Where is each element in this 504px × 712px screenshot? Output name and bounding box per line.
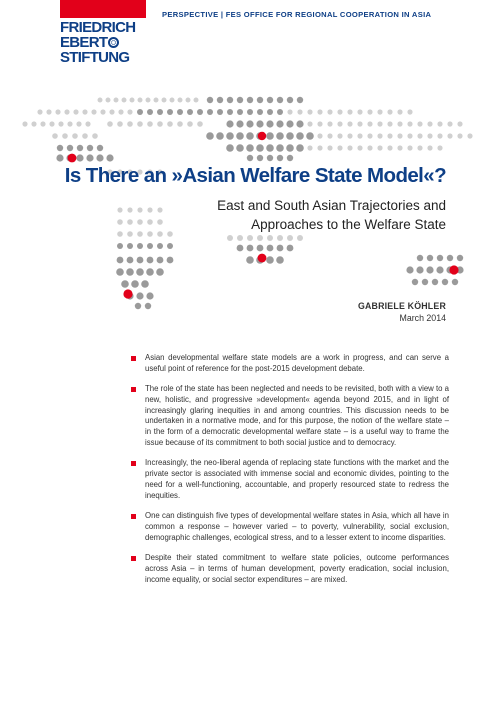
map-dot bbox=[337, 121, 342, 126]
map-dot bbox=[127, 257, 134, 264]
map-dot bbox=[91, 109, 96, 114]
map-dot bbox=[236, 132, 244, 140]
map-dot bbox=[247, 109, 253, 115]
map-dot bbox=[257, 155, 263, 161]
map-dot bbox=[417, 133, 422, 138]
map-dot bbox=[467, 133, 472, 138]
map-dot bbox=[387, 145, 392, 150]
map-highlight-dot bbox=[123, 289, 132, 298]
map-dot bbox=[58, 121, 63, 126]
list-item bbox=[131, 511, 449, 543]
map-dot bbox=[100, 109, 105, 114]
map-dot bbox=[145, 303, 151, 309]
map-dot bbox=[266, 132, 274, 140]
map-dot bbox=[277, 155, 283, 161]
map-dot bbox=[257, 235, 263, 241]
map-dot bbox=[137, 207, 142, 212]
map-dot bbox=[126, 268, 134, 276]
publication-date: March 2014 bbox=[399, 313, 446, 323]
map-dot bbox=[247, 235, 253, 241]
map-dot bbox=[117, 121, 123, 127]
map-dot bbox=[147, 121, 153, 127]
map-dot bbox=[417, 255, 423, 261]
map-dot bbox=[427, 255, 433, 261]
map-dot bbox=[167, 121, 173, 127]
map-dot bbox=[317, 145, 322, 150]
map-dot bbox=[447, 133, 452, 138]
map-dot bbox=[226, 120, 233, 127]
map-dot bbox=[167, 109, 173, 115]
map-dot bbox=[109, 109, 114, 114]
map-dot bbox=[197, 109, 203, 115]
map-dot bbox=[186, 98, 191, 103]
map-dot bbox=[177, 121, 183, 127]
map-dot bbox=[287, 97, 293, 103]
map-dot bbox=[397, 145, 402, 150]
map-dot bbox=[237, 97, 243, 103]
map-dot bbox=[131, 280, 139, 288]
map-dot bbox=[141, 280, 149, 288]
map-dot bbox=[347, 145, 352, 150]
map-dot bbox=[136, 268, 144, 276]
page-subtitle: East and South Asian Trajectories and Approaches to the Welfare State bbox=[217, 198, 446, 232]
map-dot bbox=[67, 121, 72, 126]
map-dot bbox=[317, 121, 322, 126]
map-dot bbox=[207, 97, 213, 103]
map-dot bbox=[397, 121, 402, 126]
map-dot bbox=[114, 98, 119, 103]
map-dot bbox=[417, 145, 422, 150]
map-dot bbox=[106, 98, 111, 103]
map-dot bbox=[118, 109, 123, 114]
map-dot bbox=[266, 256, 274, 264]
map-dot bbox=[177, 109, 183, 115]
map-dot bbox=[367, 133, 372, 138]
map-dot bbox=[442, 279, 448, 285]
map-dot bbox=[37, 109, 42, 114]
map-dot bbox=[367, 145, 372, 150]
list-item bbox=[131, 353, 449, 375]
map-dot bbox=[417, 121, 422, 126]
map-dot bbox=[277, 109, 283, 115]
map-dot bbox=[377, 133, 382, 138]
map-dot bbox=[307, 145, 312, 150]
map-dot bbox=[227, 109, 233, 115]
map-dot bbox=[226, 144, 234, 152]
map-dot bbox=[147, 243, 153, 249]
map-dot bbox=[317, 109, 322, 114]
map-dot bbox=[357, 121, 362, 126]
map-dot bbox=[247, 97, 253, 103]
map-dot bbox=[135, 303, 141, 309]
map-dot bbox=[237, 235, 243, 241]
map-dot bbox=[178, 98, 183, 103]
map-dot bbox=[267, 97, 273, 103]
map-dot bbox=[387, 133, 392, 138]
map-dot bbox=[57, 145, 63, 151]
map-dot bbox=[257, 109, 263, 115]
map-dot bbox=[427, 145, 432, 150]
map-highlight-dot bbox=[68, 154, 77, 163]
map-dot bbox=[167, 257, 174, 264]
page-title: Is There an »Asian Welfare State Model«? bbox=[64, 164, 446, 187]
map-dot bbox=[117, 219, 123, 225]
map-dot bbox=[107, 121, 113, 127]
map-dot bbox=[122, 98, 127, 103]
map-dot bbox=[40, 121, 45, 126]
map-dot bbox=[137, 121, 143, 127]
world-dot-map bbox=[0, 0, 504, 320]
map-dot bbox=[422, 279, 428, 285]
map-dot bbox=[437, 255, 443, 261]
map-dot bbox=[337, 109, 342, 114]
map-dot bbox=[276, 132, 284, 140]
map-dot bbox=[237, 109, 243, 115]
map-dot bbox=[226, 132, 234, 140]
map-dot bbox=[137, 257, 144, 264]
map-dot bbox=[170, 98, 175, 103]
map-highlight-dot bbox=[258, 254, 267, 263]
map-dot bbox=[227, 97, 233, 103]
map-dot bbox=[432, 279, 438, 285]
bullet-text: Despite their stated commitment to welfare state policies, outcome performances across Asia – in terms of human development, poverty eradication, social inclusion, income equality, or social sector expenditures – are mixed. bbox=[145, 552, 449, 584]
map-dot bbox=[136, 292, 143, 299]
map-dot bbox=[337, 145, 342, 150]
map-dot bbox=[357, 109, 362, 114]
map-dot bbox=[287, 155, 293, 161]
map-dot bbox=[257, 97, 263, 103]
author-name: GABRIELE KÖHLER bbox=[357, 301, 446, 311]
map-dot bbox=[307, 109, 312, 114]
map-dot bbox=[237, 245, 244, 252]
map-dot bbox=[286, 144, 294, 152]
map-dot bbox=[317, 133, 322, 138]
map-dot bbox=[217, 109, 223, 115]
map-dot bbox=[246, 120, 253, 127]
list-item bbox=[131, 384, 449, 449]
map-dot bbox=[127, 207, 132, 212]
map-dot bbox=[276, 144, 284, 152]
map-dot bbox=[106, 154, 113, 161]
map-dot bbox=[407, 109, 412, 114]
map-dot bbox=[146, 292, 153, 299]
map-dot bbox=[407, 121, 412, 126]
map-dot bbox=[327, 133, 332, 138]
map-dot bbox=[357, 133, 362, 138]
map-dot bbox=[406, 266, 413, 273]
map-dot bbox=[137, 219, 143, 225]
map-dot bbox=[436, 266, 443, 273]
map-dot bbox=[82, 109, 87, 114]
map-dot bbox=[347, 133, 352, 138]
map-dot bbox=[138, 98, 143, 103]
bullet-square-icon bbox=[131, 556, 136, 561]
map-dot bbox=[296, 132, 304, 140]
map-dot bbox=[154, 98, 159, 103]
map-dot bbox=[227, 235, 233, 241]
map-dot bbox=[246, 132, 254, 140]
map-dot bbox=[187, 109, 193, 115]
map-dot bbox=[157, 243, 163, 249]
map-dot bbox=[56, 154, 63, 161]
map-dot bbox=[121, 280, 129, 288]
map-dot bbox=[157, 109, 163, 115]
map-dot bbox=[137, 243, 143, 249]
map-dot bbox=[437, 145, 442, 150]
map-dot bbox=[387, 121, 392, 126]
map-dot bbox=[157, 121, 163, 127]
map-dot bbox=[49, 121, 54, 126]
map-dot bbox=[117, 257, 124, 264]
map-highlight-dot bbox=[258, 132, 266, 140]
map-dot bbox=[267, 155, 273, 161]
map-dot bbox=[76, 121, 81, 126]
map-dot bbox=[127, 231, 133, 237]
map-dot bbox=[297, 109, 302, 114]
map-dot bbox=[327, 109, 332, 114]
map-dot bbox=[457, 121, 462, 126]
map-dot bbox=[367, 121, 372, 126]
map-dot bbox=[286, 132, 294, 140]
map-dot bbox=[117, 207, 122, 212]
map-dot bbox=[147, 109, 153, 115]
bullet-square-icon bbox=[131, 356, 136, 361]
map-dot bbox=[67, 145, 73, 151]
map-dot bbox=[127, 219, 133, 225]
map-dot bbox=[447, 121, 452, 126]
map-dot bbox=[217, 97, 223, 103]
bullet-square-icon bbox=[131, 387, 136, 392]
map-dot bbox=[22, 121, 27, 126]
map-dot bbox=[427, 121, 432, 126]
series-header: PERSPECTIVE | FES OFFICE FOR REGIONAL COOPERATION IN ASIA bbox=[162, 10, 432, 19]
map-dot bbox=[427, 133, 432, 138]
map-dot bbox=[337, 133, 342, 138]
map-dot bbox=[452, 279, 458, 285]
map-dot bbox=[31, 121, 36, 126]
map-dot bbox=[276, 256, 284, 264]
map-dot bbox=[287, 109, 292, 114]
map-dot bbox=[246, 256, 254, 264]
map-dot bbox=[437, 133, 442, 138]
map-dot bbox=[116, 268, 124, 276]
map-dot bbox=[55, 109, 60, 114]
map-dot bbox=[377, 109, 382, 114]
map-dot bbox=[197, 121, 203, 127]
map-dot bbox=[236, 120, 243, 127]
list-item bbox=[131, 458, 449, 501]
map-dot bbox=[92, 133, 98, 139]
logo-line-2: EBERT bbox=[60, 35, 150, 50]
map-dot bbox=[130, 98, 135, 103]
bullet-square-icon bbox=[131, 461, 136, 466]
map-dot bbox=[327, 145, 332, 150]
map-dot bbox=[457, 255, 463, 261]
map-dot bbox=[73, 109, 78, 114]
map-dot bbox=[162, 98, 167, 103]
map-dot bbox=[297, 235, 303, 241]
map-dot bbox=[236, 144, 244, 152]
map-dot bbox=[267, 109, 273, 115]
map-dot bbox=[407, 145, 412, 150]
map-dot bbox=[256, 120, 263, 127]
map-dot bbox=[62, 133, 68, 139]
map-dot bbox=[297, 97, 303, 103]
map-dot bbox=[267, 245, 274, 252]
map-dot bbox=[287, 235, 293, 241]
map-dot bbox=[137, 231, 143, 237]
map-dot bbox=[377, 145, 382, 150]
map-dot bbox=[127, 243, 133, 249]
map-dot bbox=[426, 266, 433, 273]
bullet-text: One can distinguish five types of developmental welfare states in Asia, which all have in common a response – however varied – to poverty, vulnerability, social exclusion, demographic challenges, ecological stress, and to a lesser extent to income disparities. bbox=[145, 511, 449, 542]
map-dot bbox=[296, 120, 303, 127]
map-dot bbox=[407, 133, 412, 138]
bullet-square-icon bbox=[131, 514, 136, 519]
map-dot bbox=[72, 133, 78, 139]
map-dot bbox=[96, 154, 103, 161]
logo-line-3: STIFTUNG bbox=[60, 49, 130, 66]
map-dot bbox=[98, 98, 103, 103]
map-dot bbox=[187, 121, 193, 127]
map-dot bbox=[247, 155, 253, 161]
map-dot bbox=[146, 98, 151, 103]
map-dot bbox=[137, 109, 143, 115]
map-dot bbox=[256, 144, 264, 152]
map-dot bbox=[82, 133, 88, 139]
map-dot bbox=[85, 121, 90, 126]
map-dot bbox=[147, 257, 154, 264]
map-dot bbox=[52, 133, 58, 139]
map-dot bbox=[447, 255, 453, 261]
key-points-list bbox=[131, 353, 449, 595]
map-dot bbox=[397, 109, 402, 114]
map-dot bbox=[266, 120, 273, 127]
map-dot bbox=[347, 121, 352, 126]
map-dot bbox=[277, 97, 283, 103]
map-dot bbox=[306, 132, 314, 140]
map-dot bbox=[216, 132, 224, 140]
map-dot bbox=[327, 121, 332, 126]
map-dot bbox=[296, 144, 304, 152]
map-dot bbox=[167, 243, 173, 249]
map-dot bbox=[287, 245, 294, 252]
map-dot bbox=[377, 121, 382, 126]
map-dot bbox=[347, 109, 352, 114]
map-dot bbox=[117, 243, 123, 249]
map-dot bbox=[97, 145, 103, 151]
map-dot bbox=[257, 245, 264, 252]
map-dot bbox=[246, 144, 254, 152]
map-dot bbox=[64, 109, 69, 114]
map-dot bbox=[127, 109, 132, 114]
map-dot bbox=[367, 109, 372, 114]
map-dot bbox=[86, 154, 93, 161]
map-dot bbox=[157, 257, 164, 264]
map-dot bbox=[87, 145, 93, 151]
map-highlight-dot bbox=[449, 265, 458, 274]
list-item bbox=[131, 553, 449, 585]
map-dot bbox=[307, 121, 312, 126]
map-dot bbox=[247, 245, 254, 252]
map-dot bbox=[207, 109, 213, 115]
map-dot bbox=[277, 245, 284, 252]
map-dot bbox=[127, 121, 133, 127]
map-dot bbox=[146, 268, 154, 276]
map-dot bbox=[276, 120, 283, 127]
map-dot bbox=[437, 121, 442, 126]
map-dot bbox=[77, 145, 83, 151]
map-dot bbox=[357, 145, 362, 150]
map-dot bbox=[416, 266, 423, 273]
bullet-text: The role of the state has been neglected and needs to be revisited, both with a view to a new, holistic, and progressive »development« agenda beyond 2015, and in light of increasingly glaring inequities in and among countries. This discussion needs to be undertaken in a normative mode, and for this purpose, the notion of the welfare state – in the form of a democratic developmental welfare state – is a useful way to frame the issue because of its commitment to both social justice and to democracy. bbox=[145, 384, 449, 448]
map-dot bbox=[46, 109, 51, 114]
map-dot bbox=[286, 120, 293, 127]
map-dot bbox=[457, 133, 462, 138]
bullet-text: Asian developmental welfare state models are a work in progress, and can serve a useful point of reference for the post-2015 development debate. bbox=[145, 353, 449, 373]
map-dot bbox=[206, 132, 214, 140]
map-dot bbox=[266, 144, 274, 152]
map-dot bbox=[277, 235, 283, 241]
map-dot bbox=[76, 154, 83, 161]
map-dot bbox=[267, 235, 273, 241]
map-dot bbox=[387, 109, 392, 114]
map-dot bbox=[194, 98, 199, 103]
logo-line-1: FRIEDRICH bbox=[60, 19, 136, 36]
map-dot bbox=[156, 268, 164, 276]
map-dot bbox=[117, 231, 123, 237]
map-dot bbox=[397, 133, 402, 138]
map-dot bbox=[412, 279, 418, 285]
bullet-text: Increasingly, the neo-liberal agenda of replacing state functions with the market and the private sector is associated with immense social and economic divides, pointing to the need for a well-functioning, accountable, and properly resourced state to redress the inequities. bbox=[145, 458, 449, 500]
